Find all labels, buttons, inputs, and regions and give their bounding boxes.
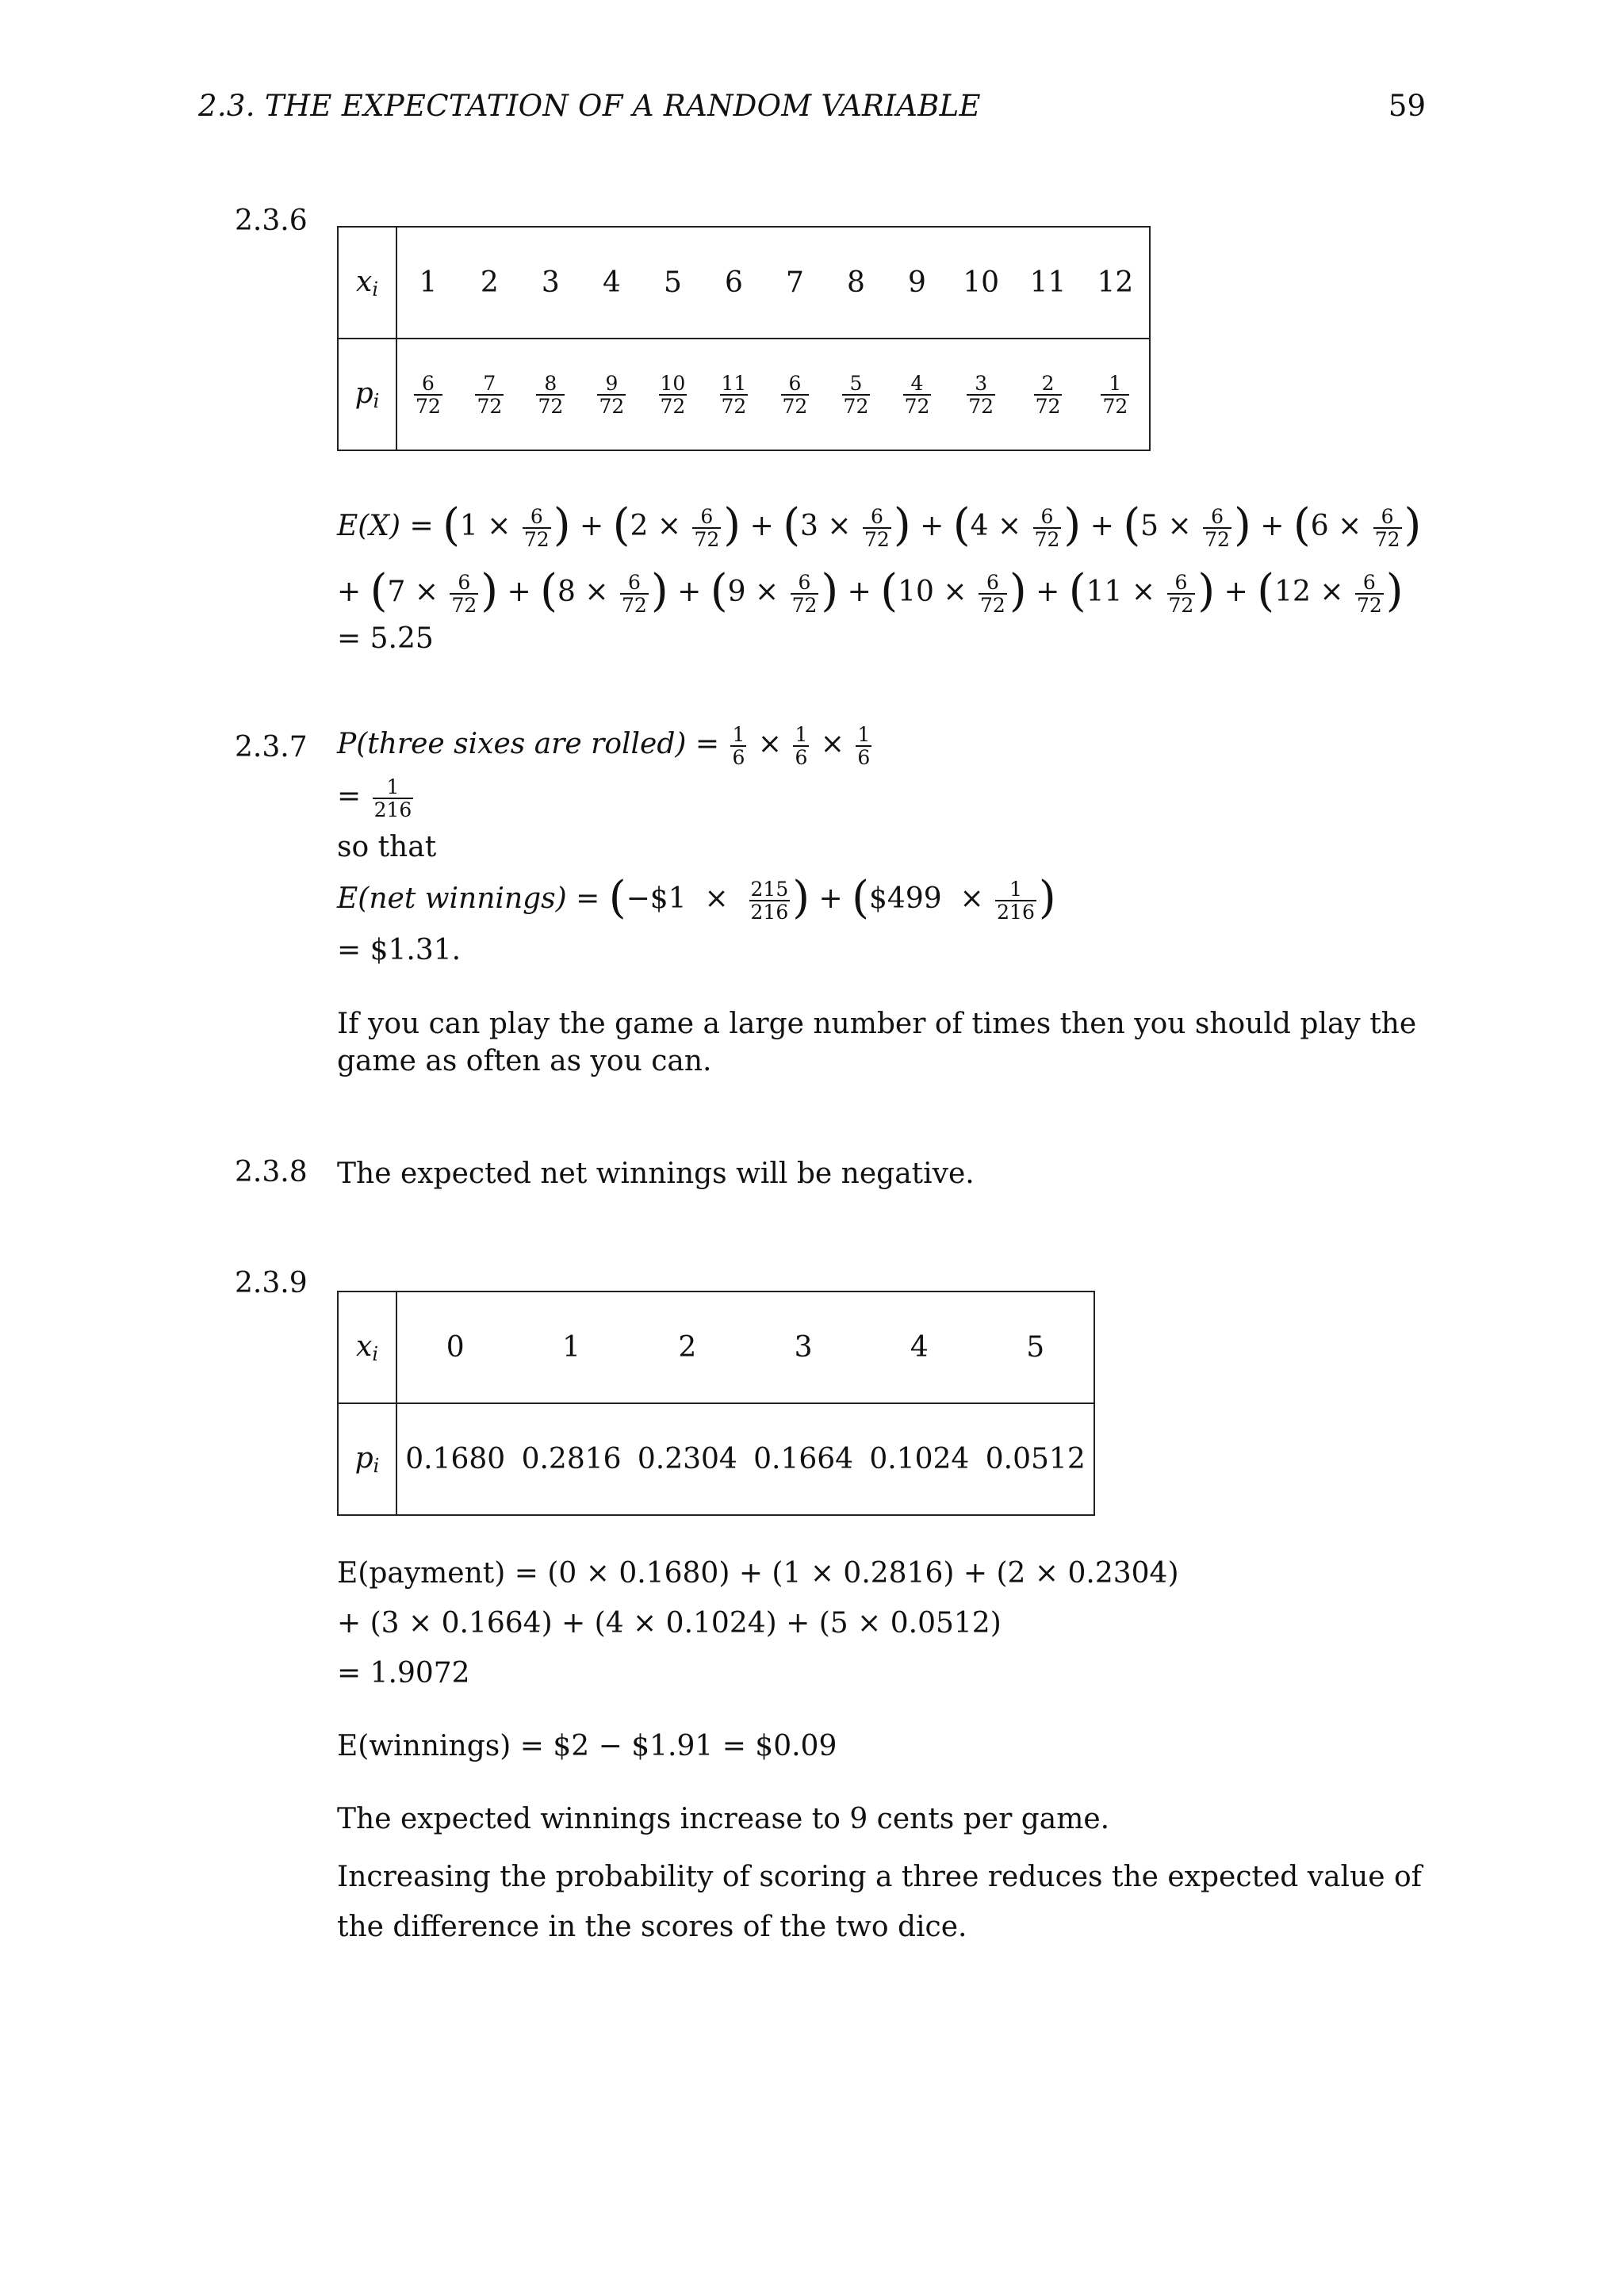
p-value: $\frac{1}{72}$: [1102, 371, 1128, 418]
net-winnings-result: = $1.31.: [337, 934, 462, 966]
exercise-label-2-3-6: 2.3.6: [235, 205, 308, 237]
x-value: 5: [978, 1292, 1095, 1403]
x-value: 1: [396, 227, 459, 339]
x-value: 8: [825, 227, 887, 339]
row-header-x: $x_i$: [338, 227, 396, 339]
p-value: $\frac{9}{72}$: [599, 371, 625, 418]
p-value: $\frac{3}{72}$: [968, 371, 994, 418]
table-row: [338, 1292, 1094, 1403]
x-value: 12: [1082, 227, 1150, 339]
p-value: $\frac{10}{72}$: [660, 371, 686, 418]
x-value: 3: [520, 227, 581, 339]
row-header-p: $p_i$: [338, 1403, 396, 1515]
exercise-label-2-3-8: 2.3.8: [235, 1156, 308, 1188]
expectation-line-2: + (7 × $\frac{6}{72}$ ) + (8 × $\frac{6}{72}$ ) + (9 × $\frac{6}{72}$ ) + (10 × $\frac{6}{72}$ ) + (11 × $\frac{6}{72}$ ) + (12 × $\frac{6}{72}$ ): [337, 565, 1404, 617]
negative-winnings-text: The expected net winnings will be negative.: [337, 1158, 975, 1190]
so-that-text: so that: [337, 831, 437, 863]
x-value: 4: [861, 1292, 977, 1403]
p-value: 0.1664: [753, 1443, 854, 1475]
x-value: 4: [581, 227, 642, 339]
payment-equation-line-2: + (3 × 0.1664) + (4 × 0.1024) + (5 × 0.0512): [337, 1607, 1002, 1640]
x-value: 1: [513, 1292, 629, 1403]
p-value: $\frac{5}{72}$: [843, 371, 869, 418]
p-value: 0.1680: [405, 1443, 506, 1475]
row-header-p: $p_i$: [338, 339, 396, 450]
p-value: $\frac{2}{72}$: [1035, 371, 1061, 418]
probability-three-sixes: P(three sixes are rolled) = $\frac{1}{6}$ × $\frac{1}{6}$ × $\frac{1}{6}$: [337, 723, 871, 769]
expectation-line-1: E(X) = (1 × $\frac{6}{72}$ ) + (2 × $\frac{6}{72}$ ) + (3 × $\frac{6}{72}$ ) + (4 × $\frac{6}{72}$ ) + (5 × $\frac{6}{72}$ ) + (6 × $\frac{6}{72}$ ): [337, 499, 1422, 551]
payment-result: = 1.9072: [337, 1657, 470, 1689]
net-winnings-equation: E(net winnings) = (−$1 × $\frac{215}{216}$ ) + ($499 × $\frac{1}{216}$ ): [337, 872, 1056, 924]
distribution-table-2-3-6: [337, 226, 1151, 451]
p-value: 0.2816: [521, 1443, 622, 1475]
p-value: 0.2304: [637, 1443, 737, 1475]
p-value: 0.0512: [985, 1443, 1086, 1475]
x-value: 11: [1014, 227, 1081, 339]
table-row: [338, 339, 1150, 450]
page-number: 59: [1388, 89, 1426, 123]
p-value: 0.1024: [869, 1443, 970, 1475]
p-value: $\frac{6}{72}$: [416, 371, 441, 418]
x-value: 9: [887, 227, 948, 339]
x-value: 6: [703, 227, 764, 339]
probability-result: = $\frac{1}{216}$: [337, 775, 412, 821]
x-value: 2: [459, 227, 520, 339]
running-title: 2.3. THE EXPECTATION OF A RANDOM VARIABLE: [198, 89, 981, 123]
table-row: [338, 1403, 1094, 1515]
p-value: $\frac{4}{72}$: [904, 371, 930, 418]
winnings-equation: E(winnings) = $2 − $1.91 = $0.09: [337, 1730, 837, 1762]
x-value: 5: [642, 227, 703, 339]
p-value: $\frac{11}{72}$: [721, 371, 747, 418]
payment-equation-line-1: E(payment) = (0 × 0.1680) + (1 × 0.2816) + (2 × 0.2304): [337, 1557, 1179, 1590]
x-value: 0: [396, 1292, 513, 1403]
row-header-x: $x_i$: [338, 1292, 396, 1403]
conclusion-paragraph: If you can play the game a large number of times then you should play the game as often as you can.: [337, 1008, 1417, 1077]
expectation-result: = 5.25: [337, 622, 434, 655]
p-value: $\frac{8}{72}$: [538, 371, 564, 418]
p-value: $\frac{6}{72}$: [782, 371, 808, 418]
x-value: 7: [764, 227, 825, 339]
distribution-table-2-3-9: [337, 1291, 1095, 1516]
p-value: $\frac{7}{72}$: [477, 371, 503, 418]
x-value: 3: [745, 1292, 861, 1403]
x-value: 2: [630, 1292, 745, 1403]
table-row: [338, 227, 1150, 339]
probability-three-paragraph: Increasing the probability of scoring a three reduces the expected value of the difference in the scores of the two dice.: [337, 1861, 1422, 1943]
exercise-label-2-3-9: 2.3.9: [235, 1267, 308, 1299]
winnings-increase-text: The expected winnings increase to 9 cents per game.: [337, 1803, 1110, 1835]
exercise-label-2-3-7: 2.3.7: [235, 731, 308, 763]
x-value: 10: [948, 227, 1014, 339]
